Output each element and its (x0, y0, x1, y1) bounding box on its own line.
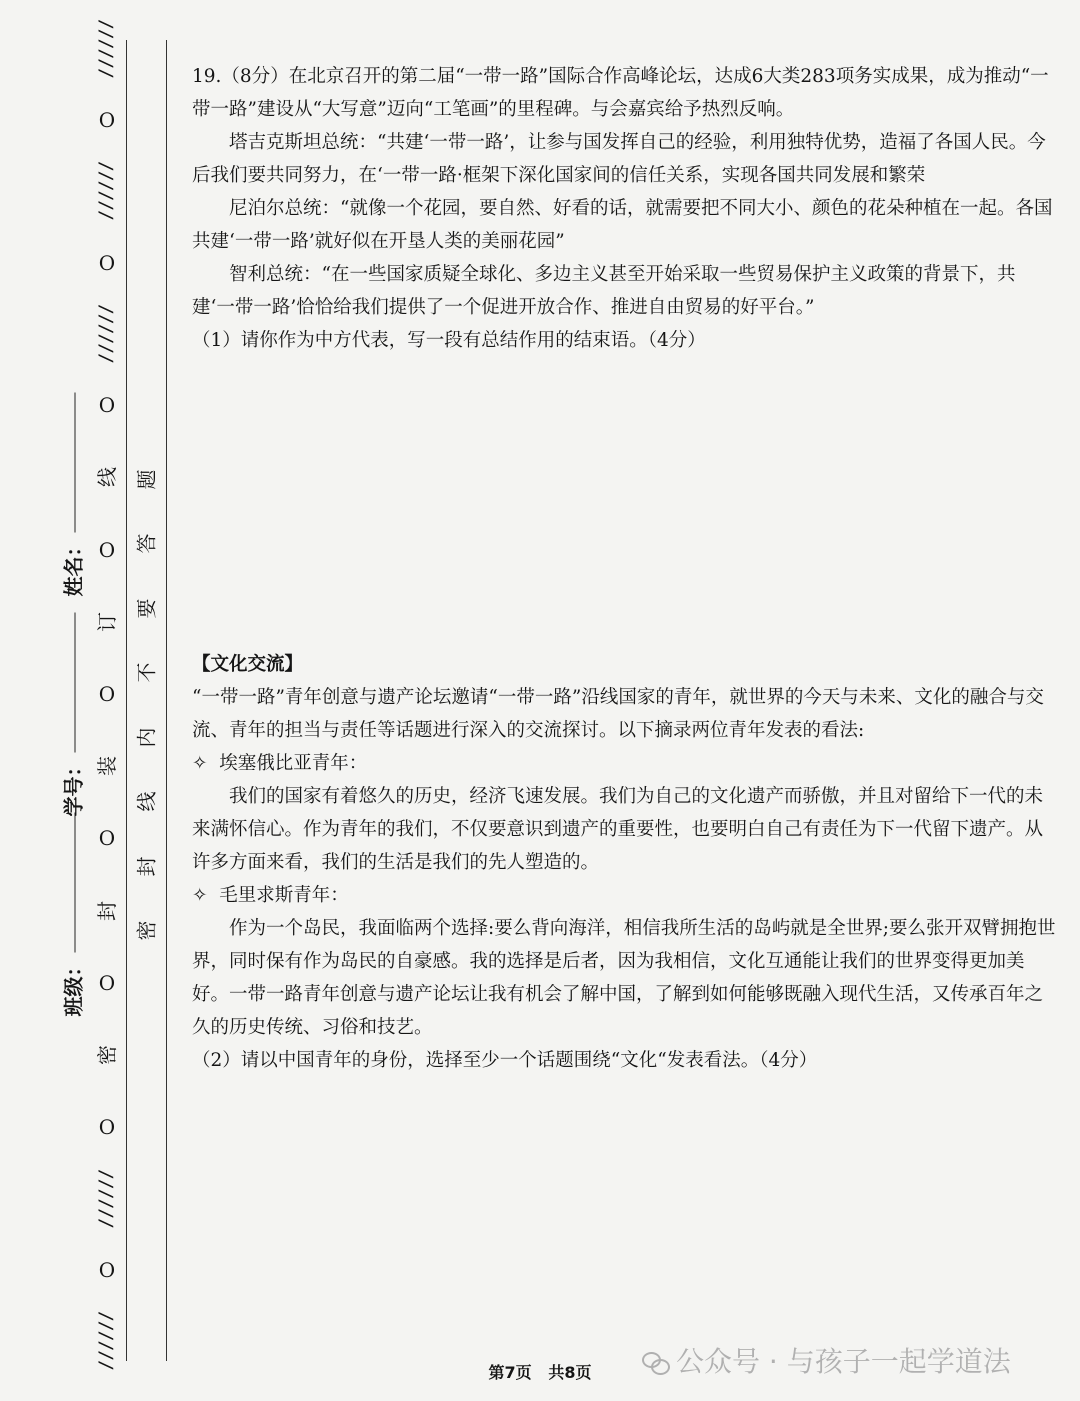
margin-circle: O (98, 1257, 116, 1282)
speaker-ethiopia-name: ✧ 埃塞俄比亚青年： (192, 753, 368, 774)
binding-margin-column: ////// O ////// O ////// O 线 O 订 O 装 O 封 O 密 O ////// O ////// (95, 19, 119, 1371)
margin-circle: O (98, 537, 116, 562)
student-id-field[interactable]: 学号： (58, 613, 87, 817)
section-heading: 【文化交流】 (192, 654, 304, 675)
margin-rule-right (166, 40, 167, 1361)
speaker-ethiopia-text: 我们的国家有着悠久的历史，经济飞速发展。我们为自己的文化遗产而骄傲，并且对留给下一代的未来满怀信心。作为青年的我们，不仅要意识到遗产的重要性，也要明白自己有责任为下一代留下遗产。从许多方面来看，我们的生活是我们的先人塑造的。 (192, 786, 1044, 873)
margin-char-ding: 订 (95, 611, 119, 632)
page-number: 第7页 (488, 1363, 532, 1382)
margin-char-mi: 密 (95, 1045, 119, 1066)
sub-question-2: （2）请以中国青年的身份，选择至少一个话题围绕“文化“发表看法。（4分） (192, 1050, 818, 1071)
page-footer (0, 1360, 1080, 1383)
margin-circle: O (98, 970, 116, 995)
quote-nepal: 尼泊尔总统：“就像一个花园，要自然、好看的话，就需要把不同大小、颜色的花朵种植在一起。各国共建‘一带一路’就好似在开垦人类的美丽花园” (192, 198, 1053, 252)
section-intro: “一带一路”青年创意与遗产论坛邀请“一带一路”沿线国家的青年，就世界的今天与未来、文化的融合与交流、青年的担当与责任等话题进行深入的交流探讨。以下摘录两位青年发表的看法: (192, 687, 1044, 741)
no-answer-warning: 密 封 线 内 不 要 答 题 (134, 469, 159, 941)
name-field[interactable]: 姓名： (58, 393, 87, 597)
margin-circle: O (98, 108, 116, 133)
watermark: 公众号 · 与孩子一起学道法 (642, 1340, 1011, 1380)
bullet-icon: ✧ (192, 753, 208, 774)
margin-char-zhuang: 装 (95, 756, 119, 777)
margin-char-xian: 线 (95, 467, 119, 488)
question-stem: 19.（8分）在北京召开的第二届“一带一路”国际合作高峰论坛，达成6大类283项务实成果，成为推动“一带一路”建设从“大写意”迈向“工笔画”的里程碑。与会嘉宾给予热烈反响。 (192, 66, 1049, 120)
sub-question-1: （1）请你作为中方代表，写一段有总结作用的结束语。（4分） (192, 330, 706, 351)
bullet-icon: ✧ (192, 885, 208, 906)
answer-area-1[interactable] (192, 400, 1058, 640)
quote-tajikistan: 塔吉克斯坦总统：“共建‘一带一路’，让参与国发挥自己的经验，利用独特优势，造福了各国人民。今后我们要共同努力，在‘一带一路·框架下深化国家间的信任关系，实现各国共同发展和繁荣 (192, 132, 1046, 186)
answer-area-2[interactable] (192, 1095, 1058, 1325)
margin-rule-left (126, 40, 127, 1361)
margin-circle: O (98, 681, 116, 706)
class-field[interactable]: 班级： (58, 813, 87, 1017)
culture-exchange-section (192, 648, 1058, 1077)
margin-circle: O (98, 826, 116, 851)
speaker-mauritius-name: ✧ 毛里求斯青年： (192, 885, 349, 906)
margin-circle: O (98, 250, 116, 275)
speaker-mauritius-text: 作为一个岛民，我面临两个选择:要么背向海洋，相信我所生活的岛屿就是全世界;要么张开双臂拥抱世界，同时保有作为岛民的自豪感。我的选择是后者，因为我相信，文化互通能让我们的世界变得更加美好。一带一路青年创意与遗产论坛让我有机会了解中国，了解到如何能够既融入现代生活，又传承百年之久的历史传统、习俗和技艺。 (192, 918, 1056, 1038)
margin-circle: O (98, 1115, 116, 1140)
margin-circle: O (98, 393, 116, 418)
question-19 (192, 60, 1058, 357)
page-total: 共8页 (548, 1363, 592, 1382)
margin-char-feng: 封 (95, 900, 119, 921)
quote-chile: 智利总统：“在一些国家质疑全球化、多边主义甚至开始采取一些贸易保护主义政策的背景下，共建‘一带一路’恰恰给我们提供了一个促进开放合作、推进自由贸易的好平台。” (192, 264, 1016, 318)
